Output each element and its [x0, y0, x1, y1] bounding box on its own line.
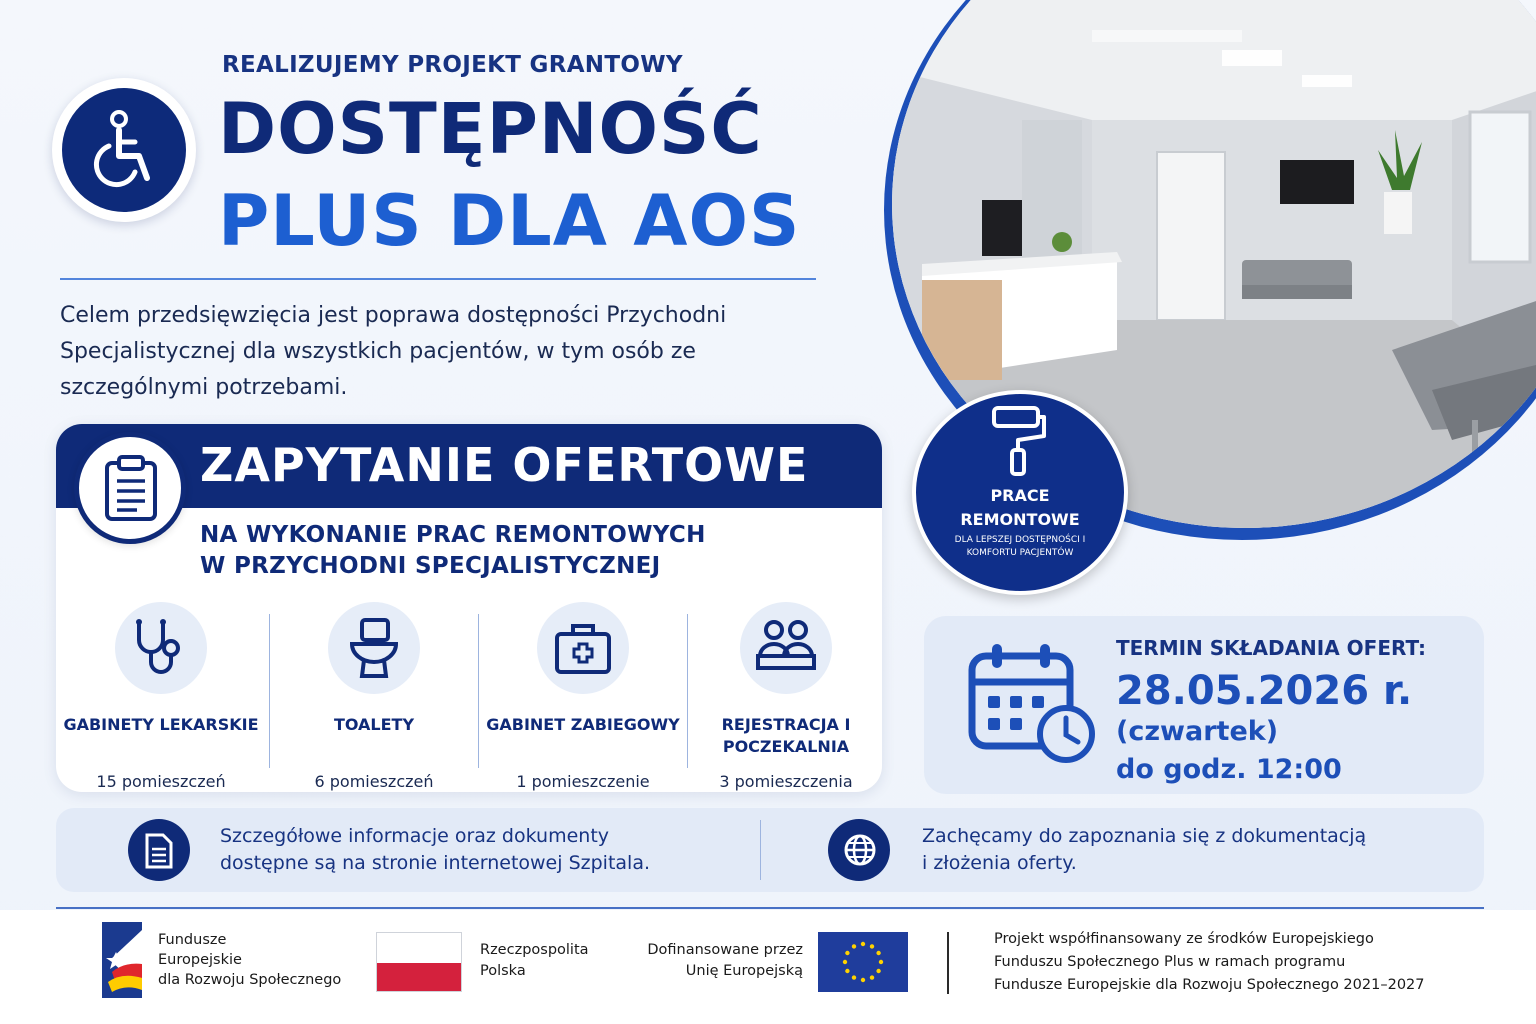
offer-card — [56, 424, 882, 792]
offer-subtitle-line2: W PRZYCHODNI SPECJALISTYCZNEJ — [200, 553, 661, 579]
info-right-text — [922, 823, 1366, 877]
stethoscope-icon — [115, 602, 207, 694]
rzeczpospolita-text — [480, 940, 589, 982]
eu-flag — [818, 932, 908, 992]
reception-people-icon — [740, 602, 832, 694]
info-right-line1: Zachęcamy do zapoznania się z dokumentacją — [922, 825, 1367, 847]
fundusze-europejskie-text — [158, 930, 341, 990]
feature-title: GABINET ZABIEGOWY — [486, 715, 680, 734]
info-divider — [760, 820, 761, 880]
pl-line2: Polska — [480, 963, 526, 979]
page-title-line2: PLUS DLA AOS — [218, 180, 801, 262]
info-left-line2: dostępne są na stronie internetowej Szpitala. — [220, 852, 650, 874]
cofin-line1: Projekt współfinansowany ze środków Europejskiego — [994, 931, 1374, 947]
feature-registration — [681, 602, 891, 791]
info-strip — [56, 808, 1484, 892]
poland-flag — [376, 932, 462, 992]
deadline-card — [924, 616, 1484, 794]
feature-title: GABINETY LEKARSKIE — [63, 715, 259, 734]
eu-star — [870, 975, 874, 979]
feature-title: REJESTRACJA I POCZEKALNIA — [721, 715, 851, 756]
info-right-line2: i złożenia oferty. — [922, 852, 1077, 874]
toilet-icon — [328, 602, 420, 694]
pl-line1: Rzeczpospolita — [480, 942, 589, 958]
offer-subtitle — [200, 520, 706, 582]
deadline-day: (czwartek) — [1116, 716, 1279, 747]
cofinancing-text — [994, 928, 1474, 997]
clipboard-icon — [74, 432, 186, 544]
eu-star — [861, 978, 865, 982]
offer-title: ZAPYTANIE OFERTOWE — [200, 438, 809, 492]
eu-star — [852, 944, 856, 948]
renovation-badge-subtitle: DLA LEPSZEJ DOSTĘPNOŚCI I KOMFORTU PACJENTÓW — [954, 535, 1086, 558]
header-divider — [60, 278, 816, 280]
renovation-badge — [912, 390, 1128, 595]
globe-icon — [828, 819, 890, 881]
eu-star — [870, 944, 874, 948]
eu-star — [861, 942, 865, 946]
cofin-line2: Funduszu Społecznego Plus w ramach programu — [994, 954, 1346, 970]
eu-star — [852, 975, 856, 979]
wheelchair-icon — [62, 88, 186, 212]
cofin-line3: Fundusze Europejskie dla Rozwoju Społecznego 2021–2027 — [994, 977, 1425, 993]
feature-title: TOALETY — [333, 715, 415, 734]
eu-star — [876, 969, 880, 973]
eu-star — [879, 960, 883, 964]
info-left-text — [220, 823, 650, 877]
footer-divider-line — [56, 907, 1484, 909]
first-aid-kit-icon — [537, 602, 629, 694]
fe-line1: Fundusze — [158, 932, 227, 948]
footer-vertical-divider — [947, 932, 949, 994]
info-left-line1: Szczegółowe informacje oraz dokumenty — [220, 825, 610, 847]
accessibility-badge — [52, 78, 196, 222]
fe-line2: Europejskie — [158, 952, 242, 968]
feature-count: 6 pomieszczeń — [314, 772, 434, 791]
calendar-clock-icon — [968, 642, 1098, 766]
fundusze-europejskie-logo — [102, 922, 146, 998]
feature-doctor-offices — [56, 602, 266, 791]
eu-star — [845, 969, 849, 973]
renovation-badge-title: PRACE REMONTOWE — [960, 486, 1080, 529]
intro-text: Celem przedsięwzięcia jest poprawa dostępności Przychodni Specjalistycznej dla wszystkich pacjentów, w tym osób ze szczególnymi potrzebami. — [60, 303, 727, 400]
eu-line1: Dofinansowane przez — [647, 942, 803, 958]
eu-star — [876, 951, 880, 955]
deadline-date: 28.05.2026 r. — [1116, 668, 1413, 714]
feature-treatment-room — [478, 602, 688, 791]
offer-subtitle-line1: NA WYKONANIE PRAC REMONTOWYCH — [200, 522, 706, 548]
deadline-time: do godz. 12:00 — [1116, 754, 1342, 785]
feature-count: 15 pomieszczeń — [96, 772, 226, 791]
feature-toilets — [269, 602, 479, 791]
eu-star — [843, 960, 847, 964]
feature-count: 3 pomieszczenia — [719, 772, 853, 791]
project-kicker: REALIZUJEMY PROJEKT GRANTOWY — [222, 52, 683, 78]
feature-count: 1 pomieszczenie — [516, 772, 650, 791]
paint-roller-icon — [990, 404, 1050, 476]
deadline-label: TERMIN SKŁADANIA OFERT: — [1116, 636, 1427, 660]
eu-funding-text — [640, 940, 803, 982]
eu-star — [845, 951, 849, 955]
fe-line3: dla Rozwoju Społecznego — [158, 972, 342, 988]
eu-line2: Unię Europejską — [685, 963, 803, 979]
document-icon — [128, 819, 190, 881]
page-title-line1: DOSTĘPNOŚĆ — [218, 88, 763, 170]
